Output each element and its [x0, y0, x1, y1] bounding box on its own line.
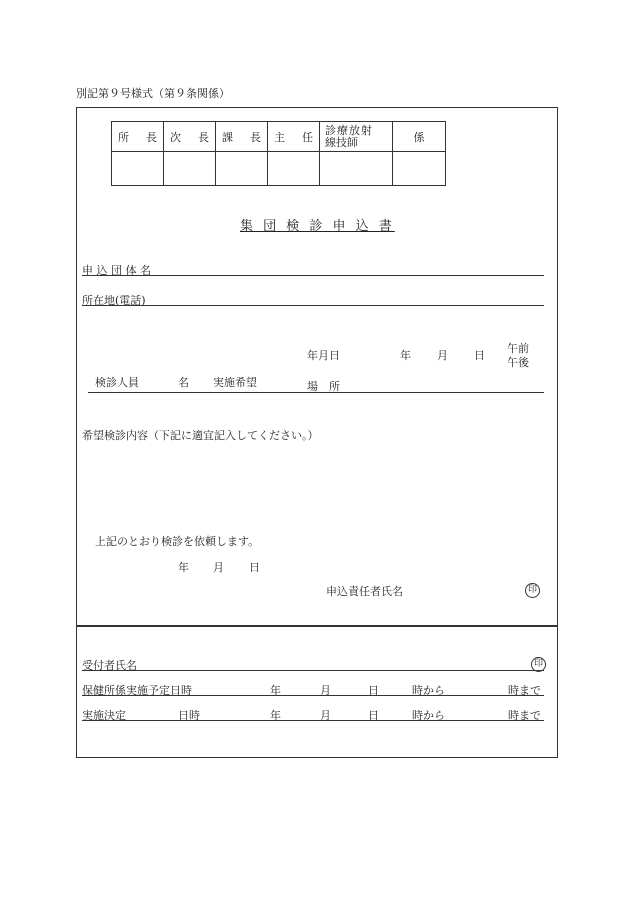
form-number: 別記第９号様式（第９条関係）	[76, 87, 230, 100]
decided-from: 時から	[412, 709, 445, 722]
approval-cell	[216, 152, 268, 186]
scheduled-year: 年	[270, 684, 281, 697]
approval-cell	[320, 152, 393, 186]
date-label: 年月日	[307, 349, 340, 362]
scheduled-line	[82, 695, 544, 696]
seal-icon: 印	[531, 657, 546, 672]
group-name-label: 申 込 団 体 名	[82, 264, 151, 277]
approval-col-supervisor: 主 任	[268, 122, 320, 152]
am-label: 午前	[507, 342, 529, 355]
approval-col-director: 所 長	[112, 122, 164, 152]
seal-icon: 印	[525, 583, 540, 598]
approval-cell	[393, 152, 446, 186]
receiver-line	[82, 670, 544, 671]
date-month: 月	[437, 349, 448, 362]
approval-col-staff: 係	[393, 122, 446, 152]
decided-until: 時まで	[508, 709, 541, 722]
approval-col-radiographer: 診療放射 線技師	[320, 122, 393, 152]
approval-cell	[268, 152, 320, 186]
responsible-label: 申込責任者氏名	[326, 585, 403, 598]
address-label: 所在地(電話)	[82, 294, 146, 307]
decided-year: 年	[270, 709, 281, 722]
approval-col-deputy: 次 長	[164, 122, 216, 152]
scheduled-month: 月	[320, 684, 331, 697]
decided-month: 月	[320, 709, 331, 722]
group-name-line	[82, 275, 544, 276]
decided-label: 実施決定	[82, 709, 126, 722]
scheduled-label: 保健所係実施予定日時	[82, 684, 192, 697]
applicant-seal	[525, 582, 540, 598]
decided-line	[82, 720, 544, 721]
approval-cell	[164, 152, 216, 186]
receiver-label: 受付者氏名	[82, 659, 137, 672]
office-divider	[76, 625, 558, 627]
approval-cell	[112, 152, 164, 186]
desired-label: 実施希望	[213, 376, 257, 389]
decided-day: 日	[368, 709, 379, 722]
decided-datetime-label: 日時	[178, 709, 200, 722]
request-text: 上記のとおり検診を依頼します。	[95, 535, 260, 548]
place-label: 場 所	[307, 380, 340, 393]
sig-month: 月	[213, 561, 224, 574]
sig-year: 年	[178, 561, 189, 574]
date-day: 日	[474, 349, 485, 362]
scheduled-day: 日	[368, 684, 379, 697]
staff-line	[88, 392, 544, 393]
sig-day: 日	[249, 561, 260, 574]
address-line	[82, 305, 544, 306]
approval-table	[111, 121, 446, 186]
scheduled-until: 時まで	[508, 684, 541, 697]
staff-count-label: 検診人員	[95, 376, 139, 389]
scheduled-from: 時から	[412, 684, 445, 697]
approval-col-section-chief: 課 長	[216, 122, 268, 152]
date-year: 年	[400, 349, 411, 362]
form-title: 集 団 検 診 申 込 書	[240, 219, 395, 234]
pm-label: 午後	[507, 356, 529, 369]
staff-unit: 名	[178, 376, 189, 389]
contents-label: 希望検診内容（下記に適宜記入してください。）	[82, 429, 319, 442]
